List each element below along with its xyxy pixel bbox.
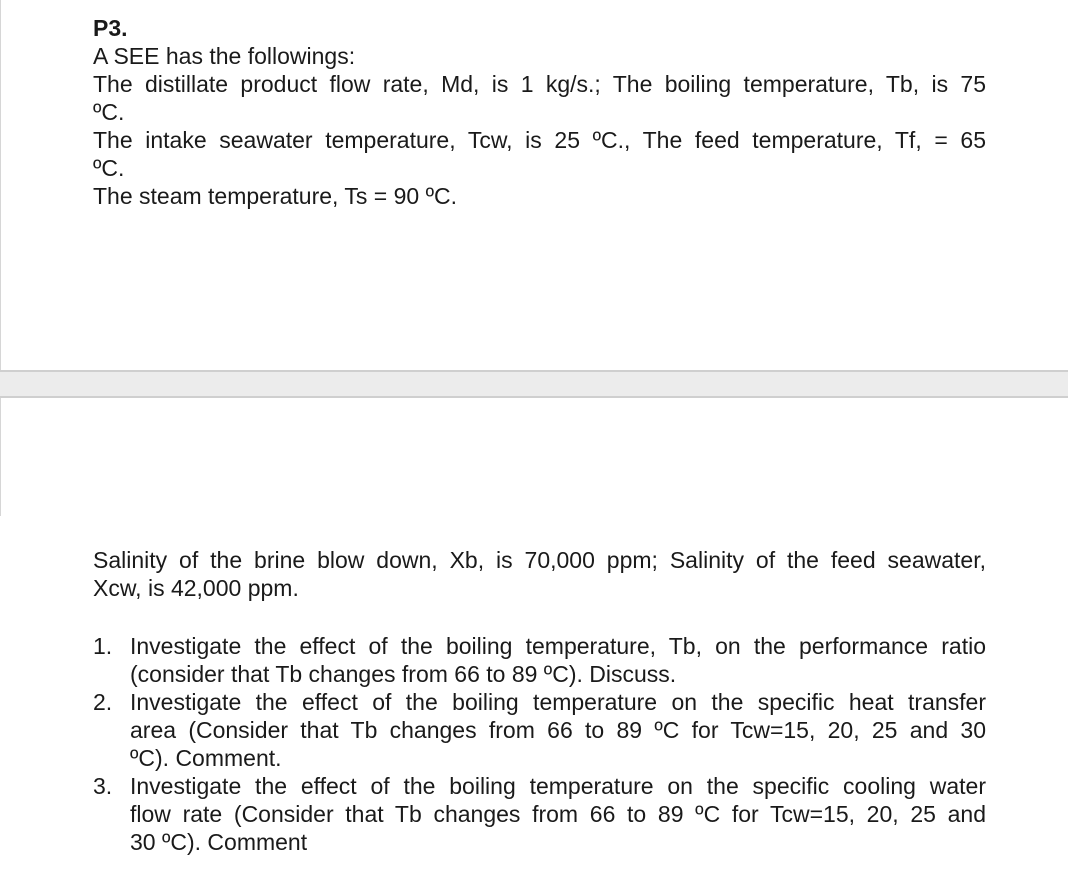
salinity-line: Salinity of the brine blow down, Xb, is 70,000 ppm; Salinity of the feed seawater, [93,547,986,573]
intro-line: ºC. [93,99,125,125]
task-text [130,632,986,688]
task-number: 1. [93,633,113,659]
intro-line: The steam temperature, Ts = 90 ºC. [93,183,458,209]
task-line: 30 ºC). Comment [130,829,308,855]
salinity-line: Xcw, is 42,000 ppm. [93,575,299,601]
intro-line: A SEE has the followings: [93,43,356,69]
task-line: flow rate (Consider that Tb changes from 66 to 89 ºC for Tcw=15, 20, 25 and [130,801,986,827]
task-line: Investigate the effect of the boiling temperature on the specific heat transfer [130,689,986,715]
page-edge [0,398,1,516]
task-line: (consider that Tb changes from 66 to 89 ºC). Discuss. [130,661,677,687]
intro-line: The intake seawater temperature, Tcw, is 25 ºC., The feed temperature, Tf, = 65 [93,127,986,153]
task-line: ºC). Comment. [130,745,282,771]
task-line: Investigate the effect of the boiling temperature, Tb, on the performance ratio [130,633,986,659]
task-item [93,632,986,688]
task-list [93,632,986,856]
task-number: 3. [93,773,113,799]
task-line: Investigate the effect of the boiling temperature on the specific cooling water [130,773,986,799]
problem-intro [93,42,986,210]
page-separator [0,370,1068,398]
task-line: area (Consider that Tb changes from 66 to 89 ºC for Tcw=15, 20, 25 and 30 [130,717,986,743]
task-item [93,772,986,856]
problem-title: P3. [93,15,128,41]
intro-line: ºC. [93,155,125,181]
intro-line: The distillate product flow rate, Md, is 1 kg/s.; The boiling temperature, Tb, is 75 [93,71,986,97]
task-text [130,772,986,856]
salinity-paragraph [93,546,986,602]
task-item [93,688,986,772]
task-text [130,688,986,772]
task-number: 2. [93,689,113,715]
